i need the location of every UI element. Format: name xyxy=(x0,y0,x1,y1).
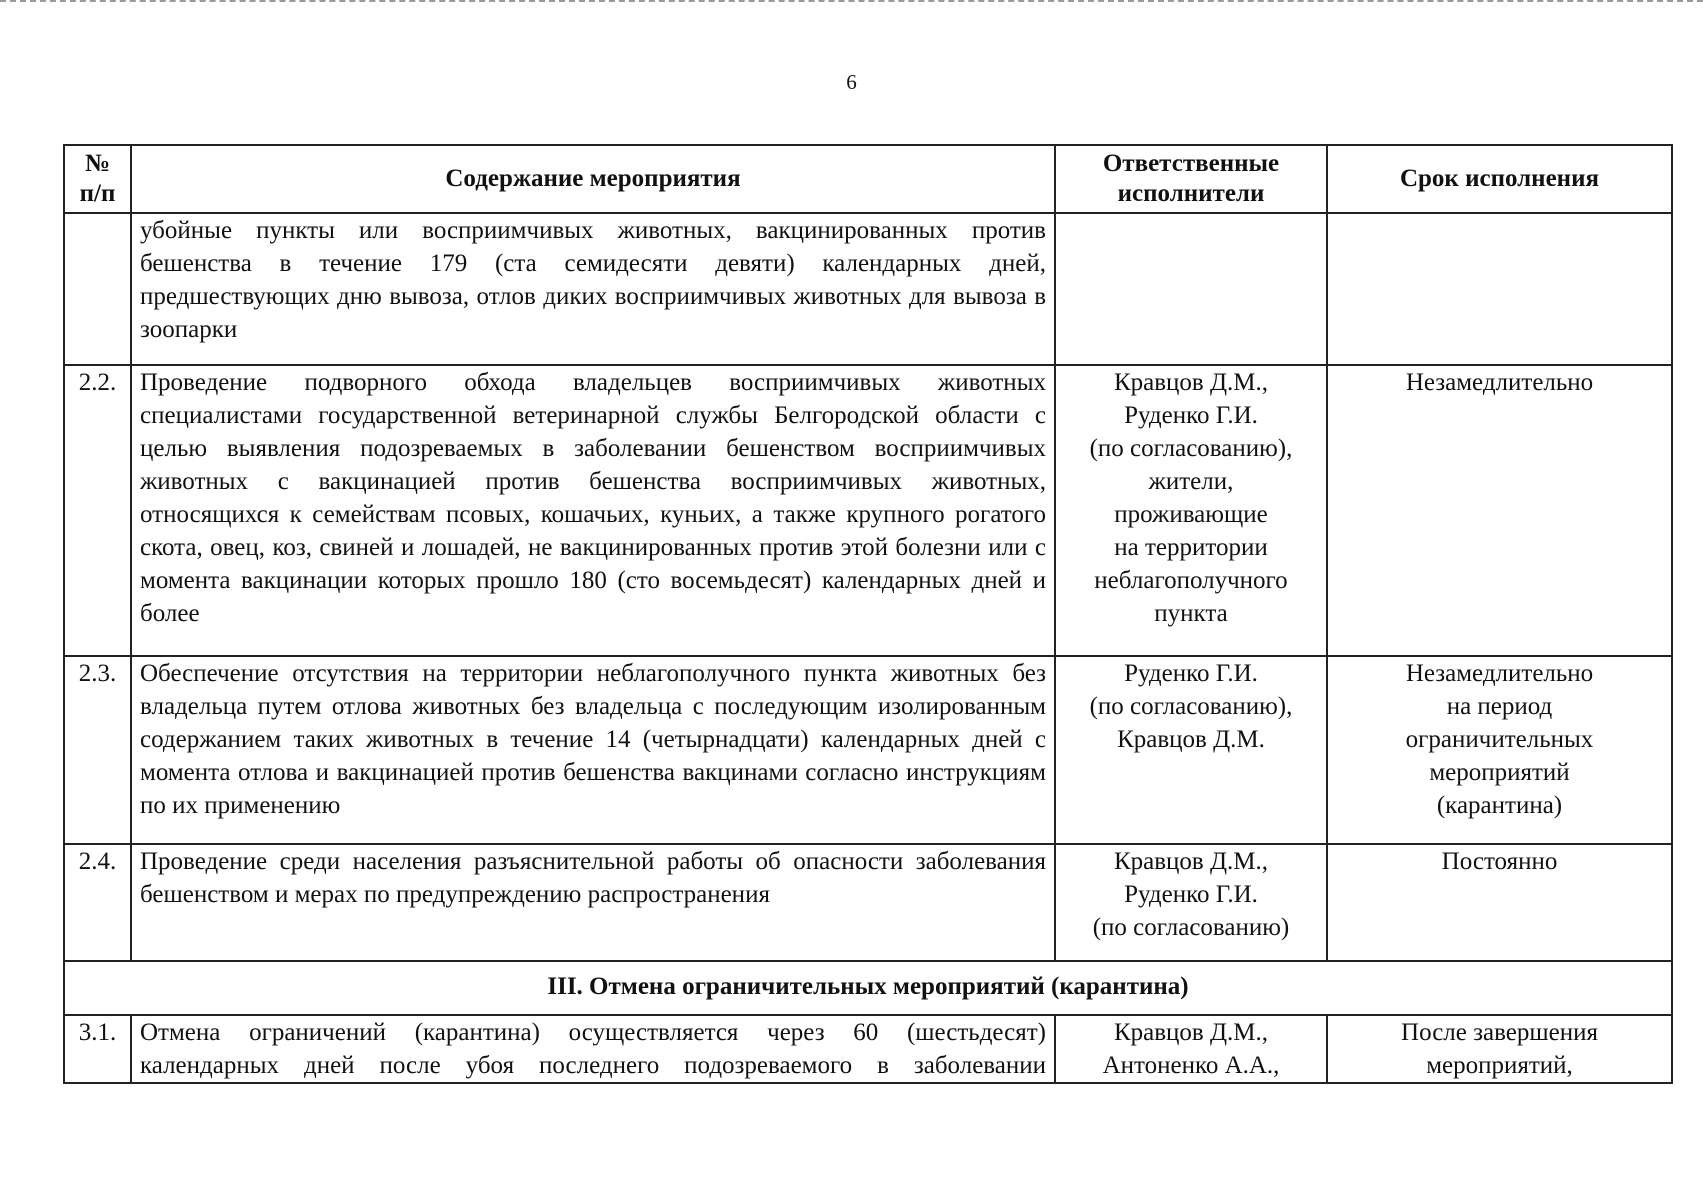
header-content: Содержание мероприятия xyxy=(131,145,1055,213)
scan-edge xyxy=(0,0,1703,4)
row-responsible: Кравцов Д.М., Руденко Г.И. (по согласованию), жители, проживающие на территории неблагополучного пункта xyxy=(1055,365,1327,656)
row-responsible: Руденко Г.И. (по согласованию), Кравцов Д.М. xyxy=(1055,656,1327,844)
row-deadline: После завершения мероприятий, xyxy=(1327,1015,1672,1083)
header-responsible: Ответственные исполнители xyxy=(1055,145,1327,213)
table-row xyxy=(64,1015,1672,1083)
row-deadline xyxy=(1327,213,1672,365)
row-number xyxy=(64,213,131,365)
row-deadline: Постоянно xyxy=(1327,844,1672,961)
row-number: 3.1. xyxy=(64,1015,131,1083)
table-header-row xyxy=(64,145,1672,213)
header-number: № п/п xyxy=(64,145,131,213)
table-row xyxy=(64,844,1672,961)
table-row xyxy=(64,365,1672,656)
section-title: III. Отмена ограничительных мероприятий (карантина) xyxy=(64,961,1672,1015)
row-content: Проведение среди населения разъяснительной работы об опасности заболевания бешенством и мерах по предупреждению распространения xyxy=(131,844,1055,961)
row-deadline: Незамедлительно xyxy=(1327,365,1672,656)
section-row xyxy=(64,961,1672,1015)
row-responsible: Кравцов Д.М., Антоненко А.А., xyxy=(1055,1015,1327,1083)
table-row xyxy=(64,213,1672,365)
measures-table xyxy=(63,144,1673,1084)
page-number: 6 xyxy=(846,70,857,94)
row-content: Проведение подворного обхода владельцев восприимчивых животных специалистами государственной ветеринарной службы Белгородской области с целью выявления подозреваемых в заболевании бешенством восприимчивых животных с вакцинацией против бешенства восприимчивых животных, относящихся к семействам псовых, кошачьих, куньих, а также крупного рогатого скота, овец, коз, свиней и лошадей, не вакцинированных против этой болезни или с момента вакцинации которых прошло 180 (сто восемьдесят) календарных дней и более xyxy=(131,365,1055,656)
table-row xyxy=(64,656,1672,844)
row-responsible xyxy=(1055,213,1327,365)
row-content: Обеспечение отсутствия на территории неблагополучного пункта животных без владельца путем отлова животных без владельца с последующим изолированным содержанием таких животных в течение 14 (четырнадцати) календарных дней с момента отлова и вакцинацией против бешенства вакцинами согласно инструкциям по их применению xyxy=(131,656,1055,844)
row-number: 2.2. xyxy=(64,365,131,656)
row-number: 2.4. xyxy=(64,844,131,961)
row-number: 2.3. xyxy=(64,656,131,844)
row-content: убойные пункты или восприимчивых животных, вакцинированных против бешенства в течение 179 (ста семидесяти девяти) календарных дней, предшествующих дню вывоза, отлов диких восприимчивых животных для вывоза в зоопарки xyxy=(131,213,1055,365)
header-deadline: Срок исполнения xyxy=(1327,145,1672,213)
row-responsible: Кравцов Д.М., Руденко Г.И. (по согласованию) xyxy=(1055,844,1327,961)
row-deadline: Незамедлительно на период ограничительных мероприятий (карантина) xyxy=(1327,656,1672,844)
row-content: Отмена ограничений (карантина) осуществляется через 60 (шестьдесят) календарных дней после убоя последнего подозреваемого в заболевании xyxy=(131,1015,1055,1083)
